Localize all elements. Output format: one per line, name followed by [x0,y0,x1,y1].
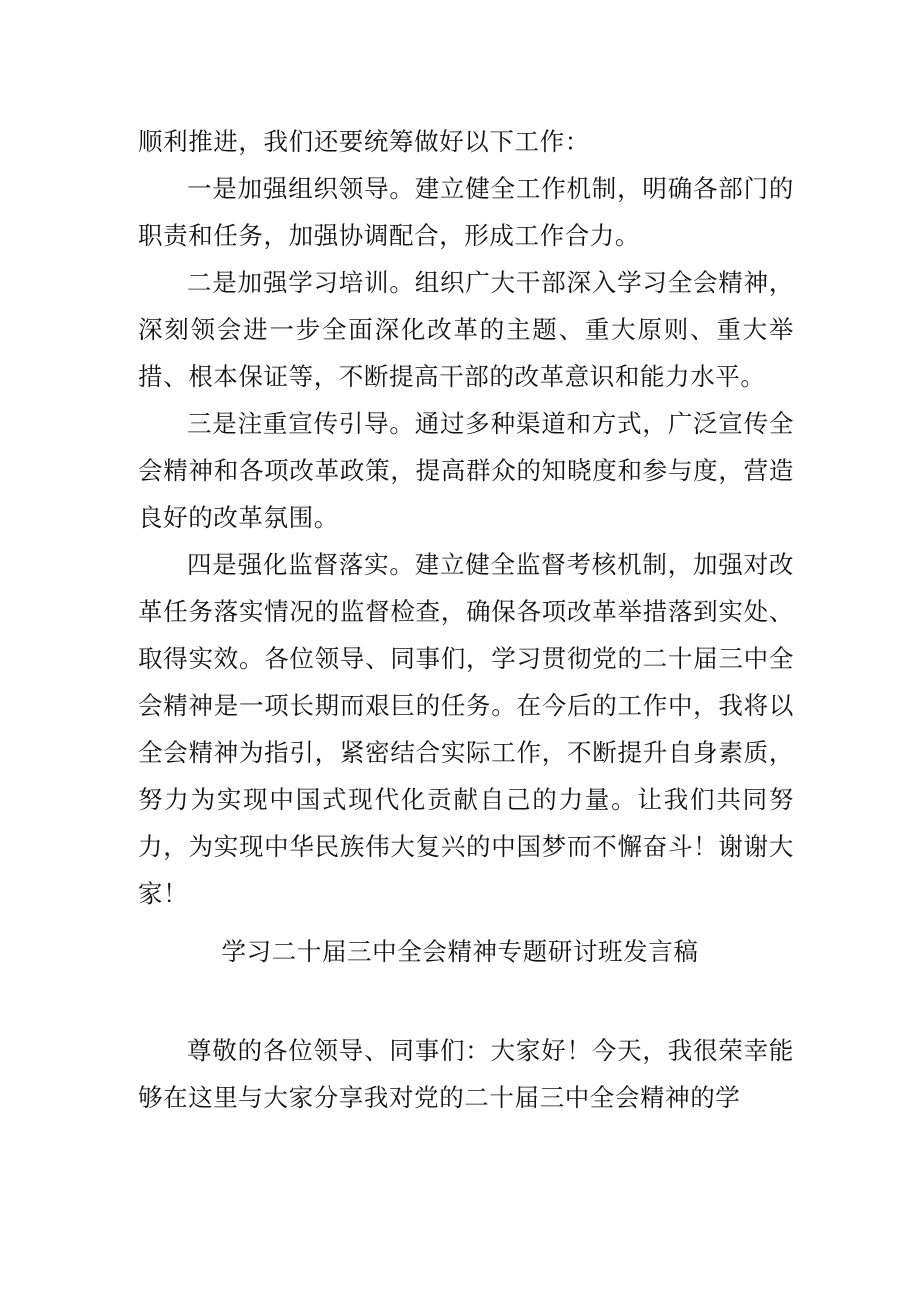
speech-text [138,1027,794,1121]
speech-opening-paragraph: 尊敬的各位领导、同事们：大家好！今天，我很荣幸能够在这里与大家分享我对党的二十届三中全会精神的学 [138,1036,794,1112]
paragraph-training: 二是加强学习培训。组织广大干部深入学习全会精神，深刻领会进一步全面深化改革的主题、重大原则、重大举措、根本保证等，不断提高干部的改革意识和能力水平。 [138,268,794,391]
paragraph-publicity: 三是注重宣传引导。通过多种渠道和方式，广泛宣传全会精神和各项改革政策，提高群众的知晓度和参与度，营造良好的改革氛围。 [138,409,794,532]
continuation-paragraph: 顺利推进，我们还要统筹做好以下工作： [138,127,590,156]
section-title: 学习二十届三中全会精神专题研讨班发言稿 [221,937,699,966]
body-text [138,118,794,917]
paragraph-organization: 一是加强组织领导。建立健全工作机制，明确各部门的职责和任务，加强协调配合，形成工作合力。 [138,174,794,250]
paragraph-supervision: 四是强化监督落实。建立健全监督考核机制，加强对改革任务落实情况的监督检查，确保各项改革举措落到实处、取得实效。各位领导、同事们，学习贯彻党的二十届三中全会精神是一项长期而艰巨的任务。在今后的工作中，我将以全会精神为指引，紧密结合实际工作，不断提升自身素质，努力为实现中国式现代化贡献自己的力量。让我们共同努力，为实现中华民族伟大复兴的中国梦而不懈奋斗！谢谢大家！ [138,550,794,908]
